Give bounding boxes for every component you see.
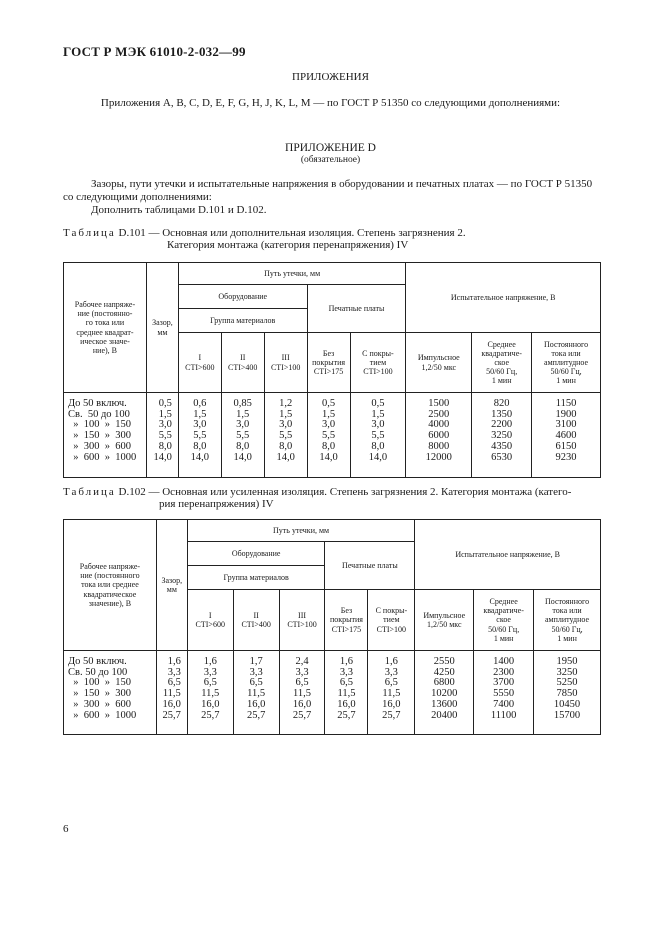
- col-impulse-header: Импульсное 1,2/50 мкс: [406, 333, 472, 393]
- table2-caption-label: Таблица: [63, 486, 116, 498]
- col-pcb-uncoated-header: Без покрытия CTI>175: [307, 333, 350, 393]
- pcb-header: Печатные платы: [307, 285, 406, 333]
- annex-d-paragraph-line1: Зазоры, пути утечки и испытательные напряжения в оборудовании и печатных платах — по ГОСТ Р 51350: [91, 178, 593, 190]
- cell-voltage: До 50 включ. Св. 50 до 100 » 100 » 150 » 150 » 300 » 300 » 600 » 600 » 1000: [64, 651, 157, 735]
- annex-d-status: (обязательное): [300, 155, 361, 165]
- col-dc-peak-header: Постоянного тока или амплитудное 50/60 Гц, 1 мин: [532, 333, 601, 393]
- col-working-voltage-header: Рабочее напряже- ние (постоянного тока или среднее квадратическое значение), В: [64, 520, 157, 651]
- document-header: ГОСТ Р МЭК 61010-2-032—99: [63, 44, 246, 59]
- col-clearance-header: Зазор, мм: [156, 520, 187, 651]
- annex-d-paragraph-2: Дополнить таблицами D.101 и D.102.: [91, 204, 267, 216]
- table1-caption-line2: Категория монтажа (категория перенапряжения) IV: [167, 239, 409, 251]
- table1-caption-text: D.101 — Основная или дополнительная изоляция. Степень загрязнения 2.: [118, 227, 466, 239]
- table1-caption: [63, 227, 466, 239]
- material-group-header: Группа материалов: [187, 566, 325, 590]
- cell-group-i: 0,6 1,5 3,0 5,5 8,0 14,0: [178, 393, 221, 478]
- cell-group-ii: 0,85 1,5 3,0 5,5 8,0 14,0: [221, 393, 264, 478]
- col-rms-header: Среднее квадратиче- ское 50/60 Гц, 1 мин: [474, 590, 534, 651]
- col-group-i-header: I CTI>600: [187, 590, 233, 651]
- cell-group-iii: 2,4 3,3 6,5 11,5 16,0 25,7: [279, 651, 325, 735]
- col-pcb-coated-header: С покры- тием CTI>100: [368, 590, 415, 651]
- cell-pcb-coated: 0,5 1,5 3,0 5,5 8,0 14,0: [350, 393, 406, 478]
- col-group-i-header: I CTI>600: [178, 333, 221, 393]
- table2-caption-line2: рия перенапряжения) IV: [159, 498, 274, 510]
- page-number: 6: [63, 823, 69, 835]
- equipment-header: Оборудование: [178, 285, 307, 309]
- cell-voltage: До 50 включ. Св. 50 до 100 » 100 » 150 » 150 » 300 » 300 » 600 » 600 » 1000: [64, 393, 147, 478]
- col-group-ii-header: II CTI>400: [221, 333, 264, 393]
- cell-impulse: 2550 4250 6800 10200 13600 20400: [415, 651, 474, 735]
- col-pcb-coated-header: С покры- тием CTI>100: [350, 333, 406, 393]
- table-d102: [63, 519, 601, 735]
- table2-caption-text: D.102 — Основная или усиленная изоляция. Степень загрязнения 2. Категория монтажа (катего-: [118, 486, 572, 498]
- table2-caption: [63, 486, 571, 498]
- pcb-header: Печатные платы: [325, 542, 415, 590]
- cell-impulse: 1500 2500 4000 6000 8000 12000: [406, 393, 472, 478]
- col-pcb-uncoated-header: Без покрытия CTI>175: [325, 590, 368, 651]
- cell-pcb-uncoated: 1,6 3,3 6,5 11,5 16,0 25,7: [325, 651, 368, 735]
- cell-pcb-uncoated: 0,5 1,5 3,0 5,5 8,0 14,0: [307, 393, 350, 478]
- col-group-iii-header: III CTI>100: [279, 590, 325, 651]
- table1-caption-label: Таблица: [63, 227, 116, 239]
- equipment-header: Оборудование: [187, 542, 325, 566]
- table-body-row: [64, 651, 601, 735]
- cell-rms: 820 1350 2200 3250 4350 6530: [472, 393, 532, 478]
- test-voltage-header: Испытательное напряжение, В: [406, 263, 601, 333]
- test-voltage-header: Испытательное напряжение, В: [415, 520, 601, 590]
- cell-rms: 1400 2300 3700 5550 7400 11100: [474, 651, 534, 735]
- col-rms-header: Среднее квадратиче- ское 50/60 Гц, 1 мин: [472, 333, 532, 393]
- cell-group-i: 1,6 3,3 6,5 11,5 16,0 25,7: [187, 651, 233, 735]
- cell-group-ii: 1,7 3,3 6,5 11,5 16,0 25,7: [233, 651, 279, 735]
- col-group-ii-header: II CTI>400: [233, 590, 279, 651]
- annexes-text: Приложения A, B, C, D, E, F, G, H, J, K, L, M — по ГОСТ Р 51350 со следующими дополнениями:: [100, 97, 561, 109]
- cell-clearance: 1,6 3,3 6,5 11,5 16,0 25,7: [156, 651, 187, 735]
- creepage-header: Путь утечки, мм: [187, 520, 415, 542]
- annex-d-title: ПРИЛОЖЕНИЕ D: [285, 142, 376, 154]
- cell-pcb-coated: 1,6 3,3 6,5 11,5 16,0 25,7: [368, 651, 415, 735]
- cell-dc-peak: 1150 1900 3100 4600 6150 9230: [532, 393, 601, 478]
- creepage-header: Путь утечки, мм: [178, 263, 406, 285]
- col-group-iii-header: III CTI>100: [264, 333, 307, 393]
- col-clearance-header: Зазор, мм: [146, 263, 178, 393]
- table-d101: [63, 262, 601, 478]
- cell-clearance: 0,5 1,5 3,0 5,5 8,0 14,0: [146, 393, 178, 478]
- annexes-title: ПРИЛОЖЕНИЯ: [292, 71, 369, 83]
- annex-d-paragraph-line2: со следующими дополнениями:: [63, 191, 212, 203]
- col-dc-peak-header: Постоянного тока или амплитудное 50/60 Гц, 1 мин: [534, 590, 601, 651]
- cell-dc-peak: 1950 3250 5250 7850 10450 15700: [534, 651, 601, 735]
- col-working-voltage-header: Рабочее напряже- ние (постоянно- го тока или среднее квадрат- ическое значе- ние), В: [64, 263, 147, 393]
- material-group-header: Группа материалов: [178, 309, 307, 333]
- col-impulse-header: Импульсное 1,2/50 мкс: [415, 590, 474, 651]
- cell-group-iii: 1,2 1,5 3,0 5,5 8,0 14,0: [264, 393, 307, 478]
- table-body-row: [64, 393, 601, 478]
